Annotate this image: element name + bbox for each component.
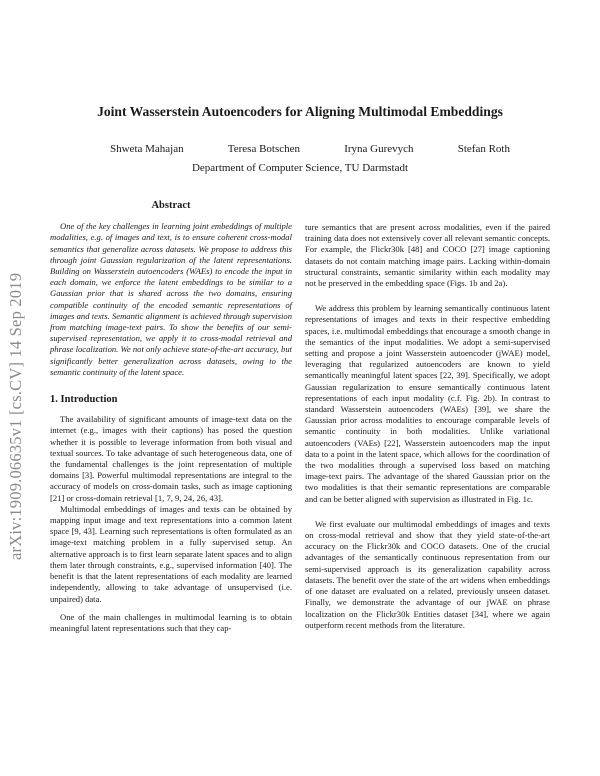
intro-paragraph: Multimodal embeddings of images and texts can be obtained by mapping input image and text representations into a common latent space [9, 43]. Learning such representations is often formulated as an image-text matching problem in a fully supervised setup. An alternative approach is to first learn separate latent spaces and to align them later through constraints, e.g., supervised information [40]. The benefit is that the latent representations of each modality are learned independently, allowing to take advantage of unsupervised (i.e. unpaired) data. [50,503,292,604]
author-list [110,143,510,155]
body-paragraph: We address this problem by learning semantically continuous latent representations of images and texts in their respective embedding spaces, i.e. multimodal embeddings that encourage a smooth change in the semantics of the input modalities. We adopt a semi-supervised setting and propose a joint Wasserstein autoencoder (jWAE) model, leveraging that regularized autoencoders are known to yield semantically meaningful latent spaces [22, 39]. Specifically, we adopt Gaussian regularization to ensure semantically continuous latent representations of each input modality (c.f. Fig. 2b). In contrast to standard Wasserstein autoencoders (WAEs) [39], we share the Gaussian prior across modalities to encourage comparable levels of semantic continuity in both modalities. Unlike variational autoencoders (VAEs) [22], Wasserstein autoencoders map the input data to a point in the latent space, which allows for the coordination of the two modalities through a supervised loss based on matching image-text pairs. The advantage of the shared Gaussian prior on the two modalities is that their semantic representations are comparable and can be better aligned with supervision as illustrated in Fig. 1c. [305,303,550,504]
author-name: Iryna Gurevych [344,143,414,155]
right-column [305,222,550,631]
intro-paragraph: One of the main challenges in multimodal learning is to obtain meaningful latent representations such that they cap- [50,611,292,633]
intro-paragraph: The availability of significant amounts of image-text data on the internet (e.g., images with their captions) has posed the question whether it is possible to leverage information from both visual and textual sources. To take advantage of such heterogeneous data, one of the fundamental challenges is the joint representation of multiple domains [3]. Powerful multimodal representations are integral to the accuracy of models on cross-domain tasks, such as image captioning [21] or cross-domain retrieval [1, 7, 9, 24, 26, 43]. [50,414,292,503]
author-name: Teresa Botschen [227,143,301,155]
arxiv-stamp[interactable]: arXiv:1909.06635v1 [cs.CV] 14 Sep 2019 [6,272,25,560]
section-heading-introduction: 1. Introduction [50,394,118,406]
author-name: Shweta Mahajan [110,143,184,155]
left-column [50,200,292,634]
affiliation: Department of Computer Science, TU Darmstadt [191,162,409,174]
paper-title: Joint Wasserstein Autoencoders for Aligning Multimodal Embeddings [97,104,503,119]
body-paragraph: We first evaluate our multimodal embeddings of images and texts on cross-modal retrieval and show that they yield state-of-the-art accuracy on the Flickr30k and COCO datasets. One of the crucial advantages of the semantically continuous representation from our semi-supervised approach is its generalization capability across datasets. The benefit over the state of the art widens when embeddings of one dataset are evaluated on a related, previously unseen dataset. Finally, we demonstrate the advantage of our jWAE on phrase localization on the Flickr30k Entities dataset [34], where we again outperform recent methods from the literature. [305,518,550,630]
abstract-heading: Abstract [151,200,191,211]
body-paragraph: ture semantics that are present across modalities, even if the paired training data does not extensively cover all relevant semantic concepts. For example, the Flickr30k [48] and COCO [27] image captioning datasets do not contain matching image pairs. Lacking within-domain structural constraints, semantic similarity within each modality may not be preserved in the embedding space (Figs. 1b and 2a). [305,222,550,289]
abstract-body: One of the key challenges in learning joint embeddings of multiple modalities, e.g. of images and text, is to ensure coherent cross-modal semantics that generalize across datasets. We propose to address this through joint Gaussian regularization of the latent representations. Building on Wasserstein autoencoders (WAEs) to encode the input in each domain, we enforce the latent embeddings to be similar to a Gaussian prior that is shared across the two domains, ensuring compatible continuity of the encoded semantic representations of images and texts. Semantic alignment is achieved through supervision from matching image-text pairs. To show the benefits of our semi-supervised representation, we apply it to cross-modal retrieval and phrase localization. We not only achieve state-of-the-art accuracy, but significantly better generalization across datasets, owing to the semantic continuity of the latent space. [50,221,292,377]
author-name: Stefan Roth [457,143,510,155]
